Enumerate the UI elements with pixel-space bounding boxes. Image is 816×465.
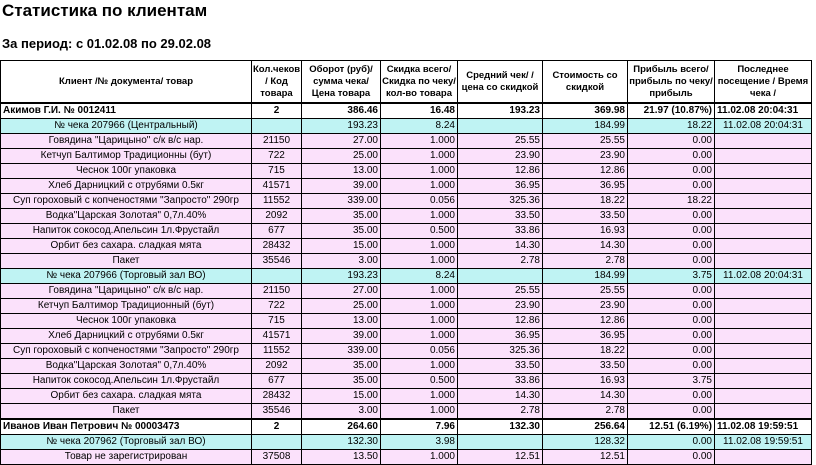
table-cell: 1.000 — [381, 254, 458, 269]
table-cell: 3.98 — [381, 435, 458, 450]
table-cell: № чека 207962 (Торговый зал ВО) — [1, 435, 252, 450]
table-cell: 35546 — [252, 254, 302, 269]
table-cell: 1.000 — [381, 450, 458, 465]
table-cell: 1.000 — [381, 209, 458, 224]
table-cell: № чека 207966 (Торговый зал ВО) — [1, 269, 252, 284]
table-cell: 18.22 — [628, 119, 715, 134]
table-cell: 0.00 — [628, 435, 715, 450]
table-cell: 128.32 — [543, 435, 628, 450]
table-cell: 16.93 — [543, 224, 628, 239]
table-cell: 132.30 — [302, 435, 381, 450]
table-cell: Товар не зарегистрирован — [1, 450, 252, 465]
table-cell: 2.78 — [543, 254, 628, 269]
table-cell: 0.00 — [628, 239, 715, 254]
table-cell: Орбит без сахара. сладкая мята — [1, 389, 252, 404]
table-cell: 21150 — [252, 134, 302, 149]
receipt-row — [1, 119, 812, 134]
table-cell — [715, 179, 812, 194]
table-cell — [715, 239, 812, 254]
client-row — [1, 103, 812, 119]
table-cell — [458, 269, 543, 284]
table-cell: 715 — [252, 314, 302, 329]
item-row — [1, 374, 812, 389]
table-cell: 28432 — [252, 389, 302, 404]
table-cell — [715, 450, 812, 465]
table-cell: 23.90 — [543, 299, 628, 314]
table-cell: 0.00 — [628, 389, 715, 404]
table-cell: 0.500 — [381, 374, 458, 389]
table-cell: 256.64 — [543, 419, 628, 435]
table-cell: Иванов Иван Петрович № 00003473 — [1, 419, 252, 435]
table-cell: 1.000 — [381, 134, 458, 149]
table-cell: Кетчуп Балтимор Традиционный (бут) — [1, 299, 252, 314]
table-cell: 39.00 — [302, 179, 381, 194]
table-cell: 11.02.08 19:59:51 — [715, 435, 812, 450]
table-cell — [715, 224, 812, 239]
column-header: Прибыль всего/ прибыль по чеку/ прибыль — [628, 61, 715, 104]
table-cell: 193.23 — [458, 103, 543, 119]
table-cell: 12.86 — [543, 164, 628, 179]
table-cell: 2092 — [252, 359, 302, 374]
table-cell: 715 — [252, 164, 302, 179]
table-cell: 0.00 — [628, 284, 715, 299]
table-cell: 35.00 — [302, 374, 381, 389]
table-cell: 1.000 — [381, 179, 458, 194]
table-cell: 18.22 — [543, 194, 628, 209]
table-cell: 23.90 — [458, 299, 543, 314]
table-cell: 1.000 — [381, 149, 458, 164]
item-row — [1, 284, 812, 299]
item-row — [1, 179, 812, 194]
table-cell: 15.00 — [302, 389, 381, 404]
table-cell: 28432 — [252, 239, 302, 254]
table-cell: 35.00 — [302, 209, 381, 224]
column-header: Последнее посещение / Время чека / — [715, 61, 812, 104]
table-cell: 0.00 — [628, 450, 715, 465]
table-cell: 1.000 — [381, 314, 458, 329]
table-cell: 25.55 — [543, 134, 628, 149]
table-cell: 33.50 — [543, 359, 628, 374]
table-cell: 0.00 — [628, 134, 715, 149]
table-cell: 0.056 — [381, 344, 458, 359]
table-cell: 11.02.08 20:04:31 — [715, 119, 812, 134]
table-cell — [715, 344, 812, 359]
table-cell — [252, 269, 302, 284]
table-cell: 677 — [252, 374, 302, 389]
table-cell: 35546 — [252, 404, 302, 420]
table-cell: Напиток сокосод.Апельсин 1л.Фрустайл — [1, 224, 252, 239]
table-cell — [458, 435, 543, 450]
table-cell: 0.056 — [381, 194, 458, 209]
table-cell: 41571 — [252, 179, 302, 194]
table-cell: Чеснок 100г упаковка — [1, 164, 252, 179]
table-cell: 0.500 — [381, 224, 458, 239]
table-cell: 325.36 — [458, 344, 543, 359]
table-cell — [715, 149, 812, 164]
table-cell: 12.51 (6.19%) — [628, 419, 715, 435]
item-row — [1, 224, 812, 239]
table-cell: 33.86 — [458, 374, 543, 389]
table-cell: 35.00 — [302, 359, 381, 374]
table-cell: 37508 — [252, 450, 302, 465]
report-title: Статистика по клиентам — [2, 1, 208, 20]
table-cell: 0.00 — [628, 344, 715, 359]
table-cell: 0.00 — [628, 224, 715, 239]
table-cell: 27.00 — [302, 134, 381, 149]
table-cell — [715, 359, 812, 374]
table-cell: 0.00 — [628, 359, 715, 374]
table-cell: 722 — [252, 149, 302, 164]
table-cell: 21.97 (10.87%) — [628, 103, 715, 119]
table-cell: 8.24 — [381, 119, 458, 134]
table-cell: Кетчуп Балтимор Традиционны (бут) — [1, 149, 252, 164]
table-cell: 18.22 — [543, 344, 628, 359]
item-row — [1, 329, 812, 344]
client-statistics-table — [0, 60, 812, 465]
item-row — [1, 404, 812, 420]
table-cell: 33.50 — [458, 209, 543, 224]
table-cell: 27.00 — [302, 284, 381, 299]
table-cell: 25.00 — [302, 149, 381, 164]
table-cell: 33.50 — [458, 359, 543, 374]
item-row — [1, 344, 812, 359]
table-cell: 184.99 — [543, 119, 628, 134]
table-cell: 18.22 — [628, 194, 715, 209]
receipt-row — [1, 435, 812, 450]
table-cell: 1.000 — [381, 389, 458, 404]
table-cell: 677 — [252, 224, 302, 239]
table-cell: 325.36 — [458, 194, 543, 209]
table-cell: 36.95 — [458, 329, 543, 344]
report-period: За период: с 01.02.08 по 29.02.08 — [2, 36, 212, 51]
table-cell: 0.00 — [628, 209, 715, 224]
table-cell — [715, 194, 812, 209]
table-cell: 12.86 — [543, 314, 628, 329]
table-cell: 12.86 — [458, 314, 543, 329]
column-header: Клиент /№ документа/ товар — [1, 61, 252, 104]
table-cell: 339.00 — [302, 194, 381, 209]
table-cell — [715, 404, 812, 420]
table-cell: Говядина "Царицыно" с/к в/с нар. — [1, 134, 252, 149]
table-cell: 0.00 — [628, 404, 715, 420]
item-row — [1, 450, 812, 465]
item-row — [1, 359, 812, 374]
item-row — [1, 314, 812, 329]
table-header-row — [1, 61, 812, 104]
table-cell: 2 — [252, 419, 302, 435]
table-cell: 33.86 — [458, 224, 543, 239]
table-cell: 193.23 — [302, 119, 381, 134]
table-cell — [715, 254, 812, 269]
table-cell: 132.30 — [458, 419, 543, 435]
table-cell: 339.00 — [302, 344, 381, 359]
table-cell: 2 — [252, 103, 302, 119]
table-cell: Напиток сокосод.Апельсин 1л.Фрустайл — [1, 374, 252, 389]
table-cell — [715, 284, 812, 299]
table-cell: 12.86 — [458, 164, 543, 179]
table-cell — [715, 389, 812, 404]
table-cell: 3.75 — [628, 269, 715, 284]
table-cell: 13.00 — [302, 164, 381, 179]
table-cell: 1.000 — [381, 299, 458, 314]
table-cell: 7.96 — [381, 419, 458, 435]
table-cell: 15.00 — [302, 239, 381, 254]
table-cell — [252, 435, 302, 450]
table-cell: 8.24 — [381, 269, 458, 284]
table-cell — [715, 209, 812, 224]
table-cell: 1.000 — [381, 284, 458, 299]
client-row — [1, 419, 812, 435]
table-cell — [715, 374, 812, 389]
table-cell: Акимов Г.И. № 0012411 — [1, 103, 252, 119]
table-cell: 33.50 — [543, 209, 628, 224]
table-cell: Орбит без сахара. сладкая мята — [1, 239, 252, 254]
table-cell: 12.51 — [543, 450, 628, 465]
table-cell — [715, 134, 812, 149]
table-cell: 11552 — [252, 344, 302, 359]
table-cell: 12.51 — [458, 450, 543, 465]
table-cell: Пакет — [1, 254, 252, 269]
table-cell: 2092 — [252, 209, 302, 224]
table-cell: 184.99 — [543, 269, 628, 284]
table-cell: 722 — [252, 299, 302, 314]
table-cell: Говядина "Царицыно" с/к в/с нар. — [1, 284, 252, 299]
table-cell: 0.00 — [628, 164, 715, 179]
table-cell: Суп гороховый с копченостями "Запросто" 290гр — [1, 194, 252, 209]
table-cell: 36.95 — [458, 179, 543, 194]
table-cell — [715, 299, 812, 314]
table-cell: 1.000 — [381, 164, 458, 179]
table-cell: 14.30 — [458, 239, 543, 254]
table-cell: 0.00 — [628, 314, 715, 329]
table-cell: № чека 207966 (Центральный) — [1, 119, 252, 134]
table-cell: 2.78 — [543, 404, 628, 420]
table-cell: 11552 — [252, 194, 302, 209]
table-cell — [715, 329, 812, 344]
table-cell: 0.00 — [628, 179, 715, 194]
table-cell — [715, 164, 812, 179]
table-cell: 0.00 — [628, 299, 715, 314]
table-cell: 1.000 — [381, 404, 458, 420]
table-cell: 35.00 — [302, 224, 381, 239]
table-cell: 11.02.08 19:59:51 — [715, 419, 812, 435]
table-cell: 1.000 — [381, 359, 458, 374]
table-cell: 264.60 — [302, 419, 381, 435]
table-cell: Хлеб Дарницкий с отрубями 0.5кг — [1, 329, 252, 344]
table-cell: 14.30 — [543, 239, 628, 254]
table-cell: Водка"Царская Золотая" 0,7л.40% — [1, 359, 252, 374]
table-cell: 3.00 — [302, 254, 381, 269]
column-header: Кол.чеков / Код товара — [252, 61, 302, 104]
table-cell: Чеснок 100г упаковка — [1, 314, 252, 329]
receipt-row — [1, 269, 812, 284]
table-cell: 36.95 — [543, 329, 628, 344]
table-cell: 3.75 — [628, 374, 715, 389]
item-row — [1, 299, 812, 314]
table-cell: 13.00 — [302, 314, 381, 329]
item-row — [1, 194, 812, 209]
table-cell — [252, 119, 302, 134]
column-header: Стоимость со скидкой — [543, 61, 628, 104]
table-cell: 11.02.08 20:04:31 — [715, 103, 812, 119]
table-cell: Пакет — [1, 404, 252, 420]
item-row — [1, 239, 812, 254]
item-row — [1, 134, 812, 149]
table-cell: 25.55 — [543, 284, 628, 299]
table-cell: 369.98 — [543, 103, 628, 119]
table-cell: 14.30 — [458, 389, 543, 404]
item-row — [1, 389, 812, 404]
table-cell: 0.00 — [628, 149, 715, 164]
item-row — [1, 164, 812, 179]
table-cell: 23.90 — [458, 149, 543, 164]
table-cell: 3.00 — [302, 404, 381, 420]
table-cell: 25.00 — [302, 299, 381, 314]
table-cell: 14.30 — [543, 389, 628, 404]
table-cell: 193.23 — [302, 269, 381, 284]
column-header: Средний чек/ / цена со скидкой — [458, 61, 543, 104]
table-cell: 0.00 — [628, 329, 715, 344]
item-row — [1, 149, 812, 164]
table-cell — [458, 119, 543, 134]
column-header: Оборот (руб)/ сумма чека/ Цена товара — [302, 61, 381, 104]
table-cell: 25.55 — [458, 284, 543, 299]
item-row — [1, 254, 812, 269]
table-cell: 386.46 — [302, 103, 381, 119]
table-cell: Суп гороховый с копченостями "Запросто" 290гр — [1, 344, 252, 359]
table-cell — [715, 314, 812, 329]
table-cell: 25.55 — [458, 134, 543, 149]
table-cell: 0.00 — [628, 254, 715, 269]
table-cell: 13.50 — [302, 450, 381, 465]
table-cell: 2.78 — [458, 404, 543, 420]
table-cell: 41571 — [252, 329, 302, 344]
table-cell: Водка"Царская Золотая" 0,7л.40% — [1, 209, 252, 224]
table-cell: 16.48 — [381, 103, 458, 119]
table-cell: 39.00 — [302, 329, 381, 344]
table-cell: 36.95 — [543, 179, 628, 194]
table-cell: 1.000 — [381, 329, 458, 344]
table-cell: 1.000 — [381, 239, 458, 254]
item-row — [1, 209, 812, 224]
table-cell: 2.78 — [458, 254, 543, 269]
table-cell: 16.93 — [543, 374, 628, 389]
table-cell: 21150 — [252, 284, 302, 299]
table-cell: 11.02.08 20:04:31 — [715, 269, 812, 284]
table-cell: Хлеб Дарницкий с отрубями 0.5кг — [1, 179, 252, 194]
column-header: Скидка всего/ Скидка по чеку/ кол-во товара — [381, 61, 458, 104]
table-cell: 23.90 — [543, 149, 628, 164]
